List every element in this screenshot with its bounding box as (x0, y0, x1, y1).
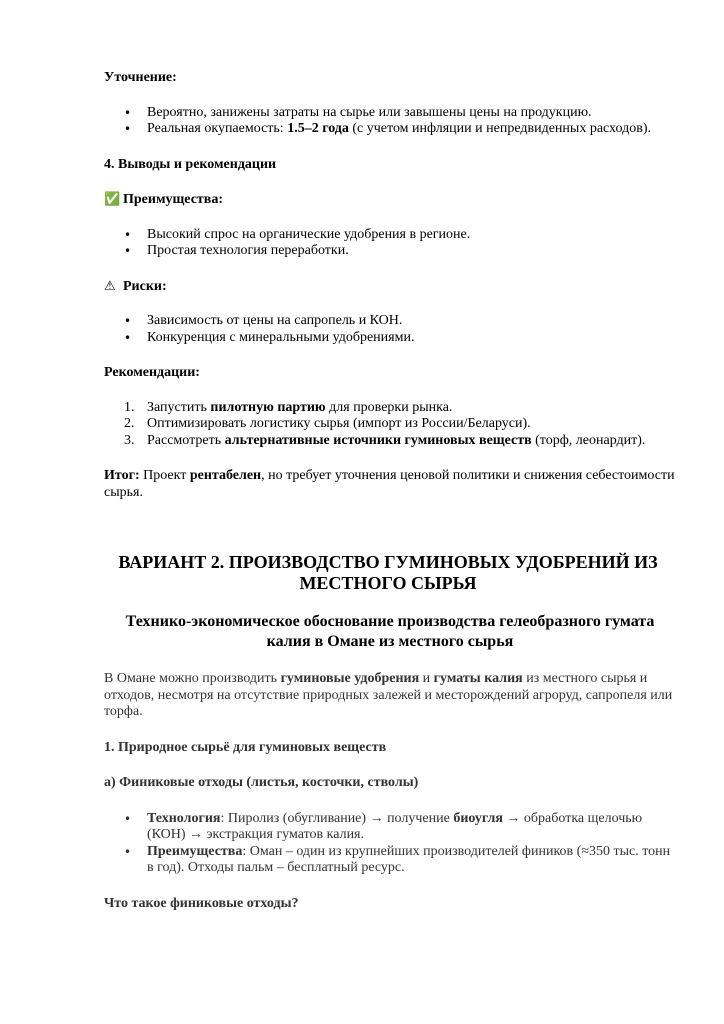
variant-title: ВАРИАНТ 2. ПРОИЗВОДСТВО ГУМИНОВЫХ УДОБРЕНИЙ ИЗ МЕСТНОГО СЫРЬЯ (118, 552, 658, 593)
summary-paragraph: Итог: Проект рентабелен, но требует уточнения ценовой политики и снижения себестоимости сырья. (104, 468, 675, 500)
list-item: • Технология: Пиролиз (обугливание) → получение биоугля → обработка щелочью (КОН) → экстракция гуматов калия. (104, 811, 676, 844)
list-item: • Вероятно, занижены затраты на сырье или завышены цены на продукцию. (104, 105, 676, 122)
list-item: 3. Рассмотреть альтернативные источники гуминовых веществ (торф, леонардит). (124, 432, 646, 448)
list-item: 2. Оптимизировать логистику сырья (импорт из России/Беларуси). (124, 416, 531, 431)
list-item: • Простая технология переработки. (104, 243, 676, 260)
check-mark-icon: ✅ (104, 192, 121, 207)
risks-list (104, 313, 676, 346)
section-heading: 1. Природное сырьё для гуминовых веществ (104, 739, 387, 755)
warning-icon: ⚠ (104, 278, 116, 294)
list-item: • Зависимость от цены на сапропель и КОН. (104, 313, 676, 330)
advantages-list (104, 227, 676, 260)
risks-heading: ⚠ Риски: (104, 278, 167, 294)
intro-paragraph: В Омане можно производить гуминовые удобрения и гуматы калия из местного сырья и отходов, несмотря на отсутствие природных залежей и месторождений агроруд, сапропеля или торфа. (104, 671, 673, 719)
clarification-list (104, 105, 676, 138)
recommendations-heading: Рекомендации: (104, 365, 200, 380)
clarification-heading: Уточнение: (104, 70, 177, 85)
conclusions-heading: 4. Выводы и рекомендации (104, 156, 277, 172)
list-item: • Высокий спрос на органические удобрения в регионе. (104, 227, 676, 244)
list-item: • Реальная окупаемость: 1.5–2 года (с учетом инфляции и непредвиденных расходов). (104, 121, 676, 138)
date-waste-list (104, 811, 676, 877)
list-item: • Конкуренция с минеральными удобрениями. (104, 330, 676, 347)
subsection-heading: а) Финиковые отходы (листья, косточки, стволы) (104, 775, 419, 790)
advantages-heading: ✅ Преимущества: (104, 192, 224, 207)
recommendations-list (104, 400, 676, 450)
question-heading: Что такое финиковые отходы? (104, 895, 299, 911)
variant-subtitle: Технико-экономическое обоснование производства гелеобразного гумата калия в Омане из местного сырья (125, 613, 655, 650)
list-item: • Преимущества: Оман – один из крупнейших производителей фиников (≈350 тыс. тонн в год). Отходы пальм – бесплатный ресурс. (104, 844, 676, 877)
list-item: 1. Запустить пилотную партию для проверки рынка. (124, 399, 453, 415)
